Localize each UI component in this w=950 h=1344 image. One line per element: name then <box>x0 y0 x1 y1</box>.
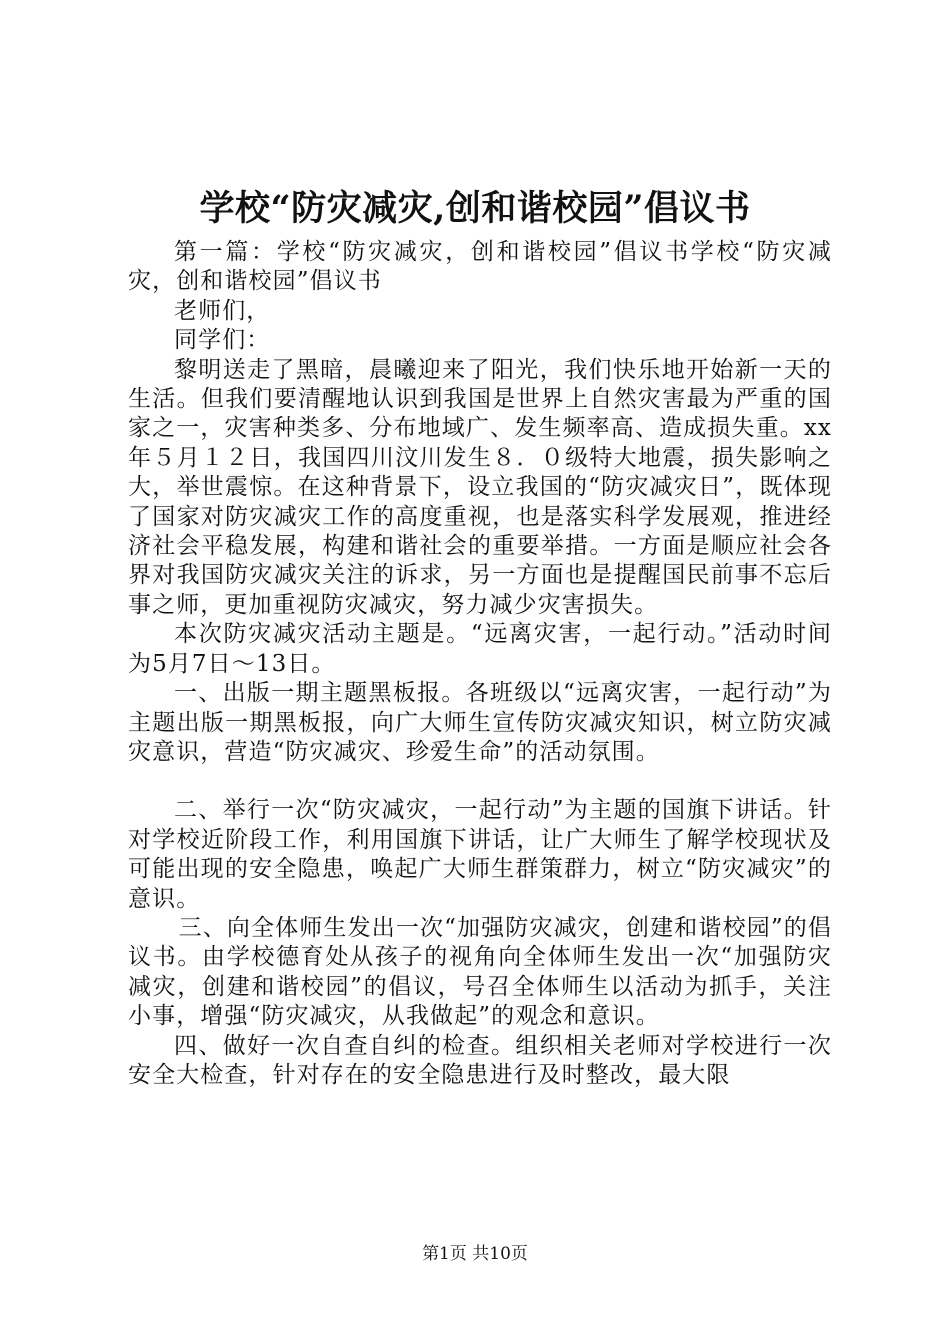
paragraph-item-1: 一、出版一期主题黑板报。各班级以“远离灾害，一起行动”为主题出版一期黑板报，向广大师生宣传防灾减灾知识，树立防灾减灾意识，营造“防灾减灾、珍爱生命”的活动氛围。 <box>128 680 832 765</box>
paragraph-intro: 第一篇：学校“防灾减灾，创和谐校园”倡议书学校“防灾减灾，创和谐校园”倡议书 <box>128 239 832 295</box>
paragraph-theme: 本次防灾减灾活动主题是。“远离灾害，一起行动。”活动时间为5月7日～13日。 <box>128 621 832 677</box>
page-number-footer: 第1页 共10页 <box>422 1244 528 1264</box>
paragraph-salutation-teachers: 老师们， <box>174 297 271 324</box>
document-body <box>128 238 832 1090</box>
document-title: 学校“防灾减灾,创和谐校园”倡议书 <box>199 188 751 229</box>
paragraph-item-3: 三、向全体师生发出一次“加强防灾减灾，创建和谐校园”的倡议书。由学校德育处从孩子的视角向全体师生发出一次“加强防灾减灾，创建和谐校园”的倡议，号召全体师生以活动为抓手，关注小事，增强“防灾减灾，从我做起”的观念和意识。 <box>128 914 832 1030</box>
paragraph-item-4: 四、做好一次自查自纠的检查。组织相关老师对学校进行一次安全大检查，针对存在的安全隐患进行及时整改，最大限 <box>128 1032 832 1088</box>
paragraph-background: 黎明送走了黑暗，晨曦迎来了阳光，我们快乐地开始新一天的生活。但我们要清醒地认识到我国是世界上自然灾害最为严重的国家之一，灾害种类多、分布地域广、发生频率高、造成损失重。xx年５月１２日，我国四川汶川发生８．０级特大地震，损失影响之大，举世震惊。在这种背景下，设立我国的“防灾减灾日”，既体现了国家对防灾减灾工作的高度重视，也是落实科学发展观，推进经济社会平稳发展，构建和谐社会的重要举措。一方面是顺应社会各界对我国防灾减灾关注的诉求，另一方面也是提醒国民前事不忘后事之师，更加重视防灾减灾，努力减少灾害损失。 <box>128 356 832 618</box>
paragraph-salutation-students: 同学们： <box>174 327 271 354</box>
paragraph-item-2: 二、举行一次“防灾减灾，一起行动”为主题的国旗下讲话。针对学校近阶段工作，利用国旗下讲话，让广大师生了解学校现状及可能出现的安全隐患，唤起广大师生群策群力，树立“防灾减灾”的意识。 <box>128 797 832 912</box>
